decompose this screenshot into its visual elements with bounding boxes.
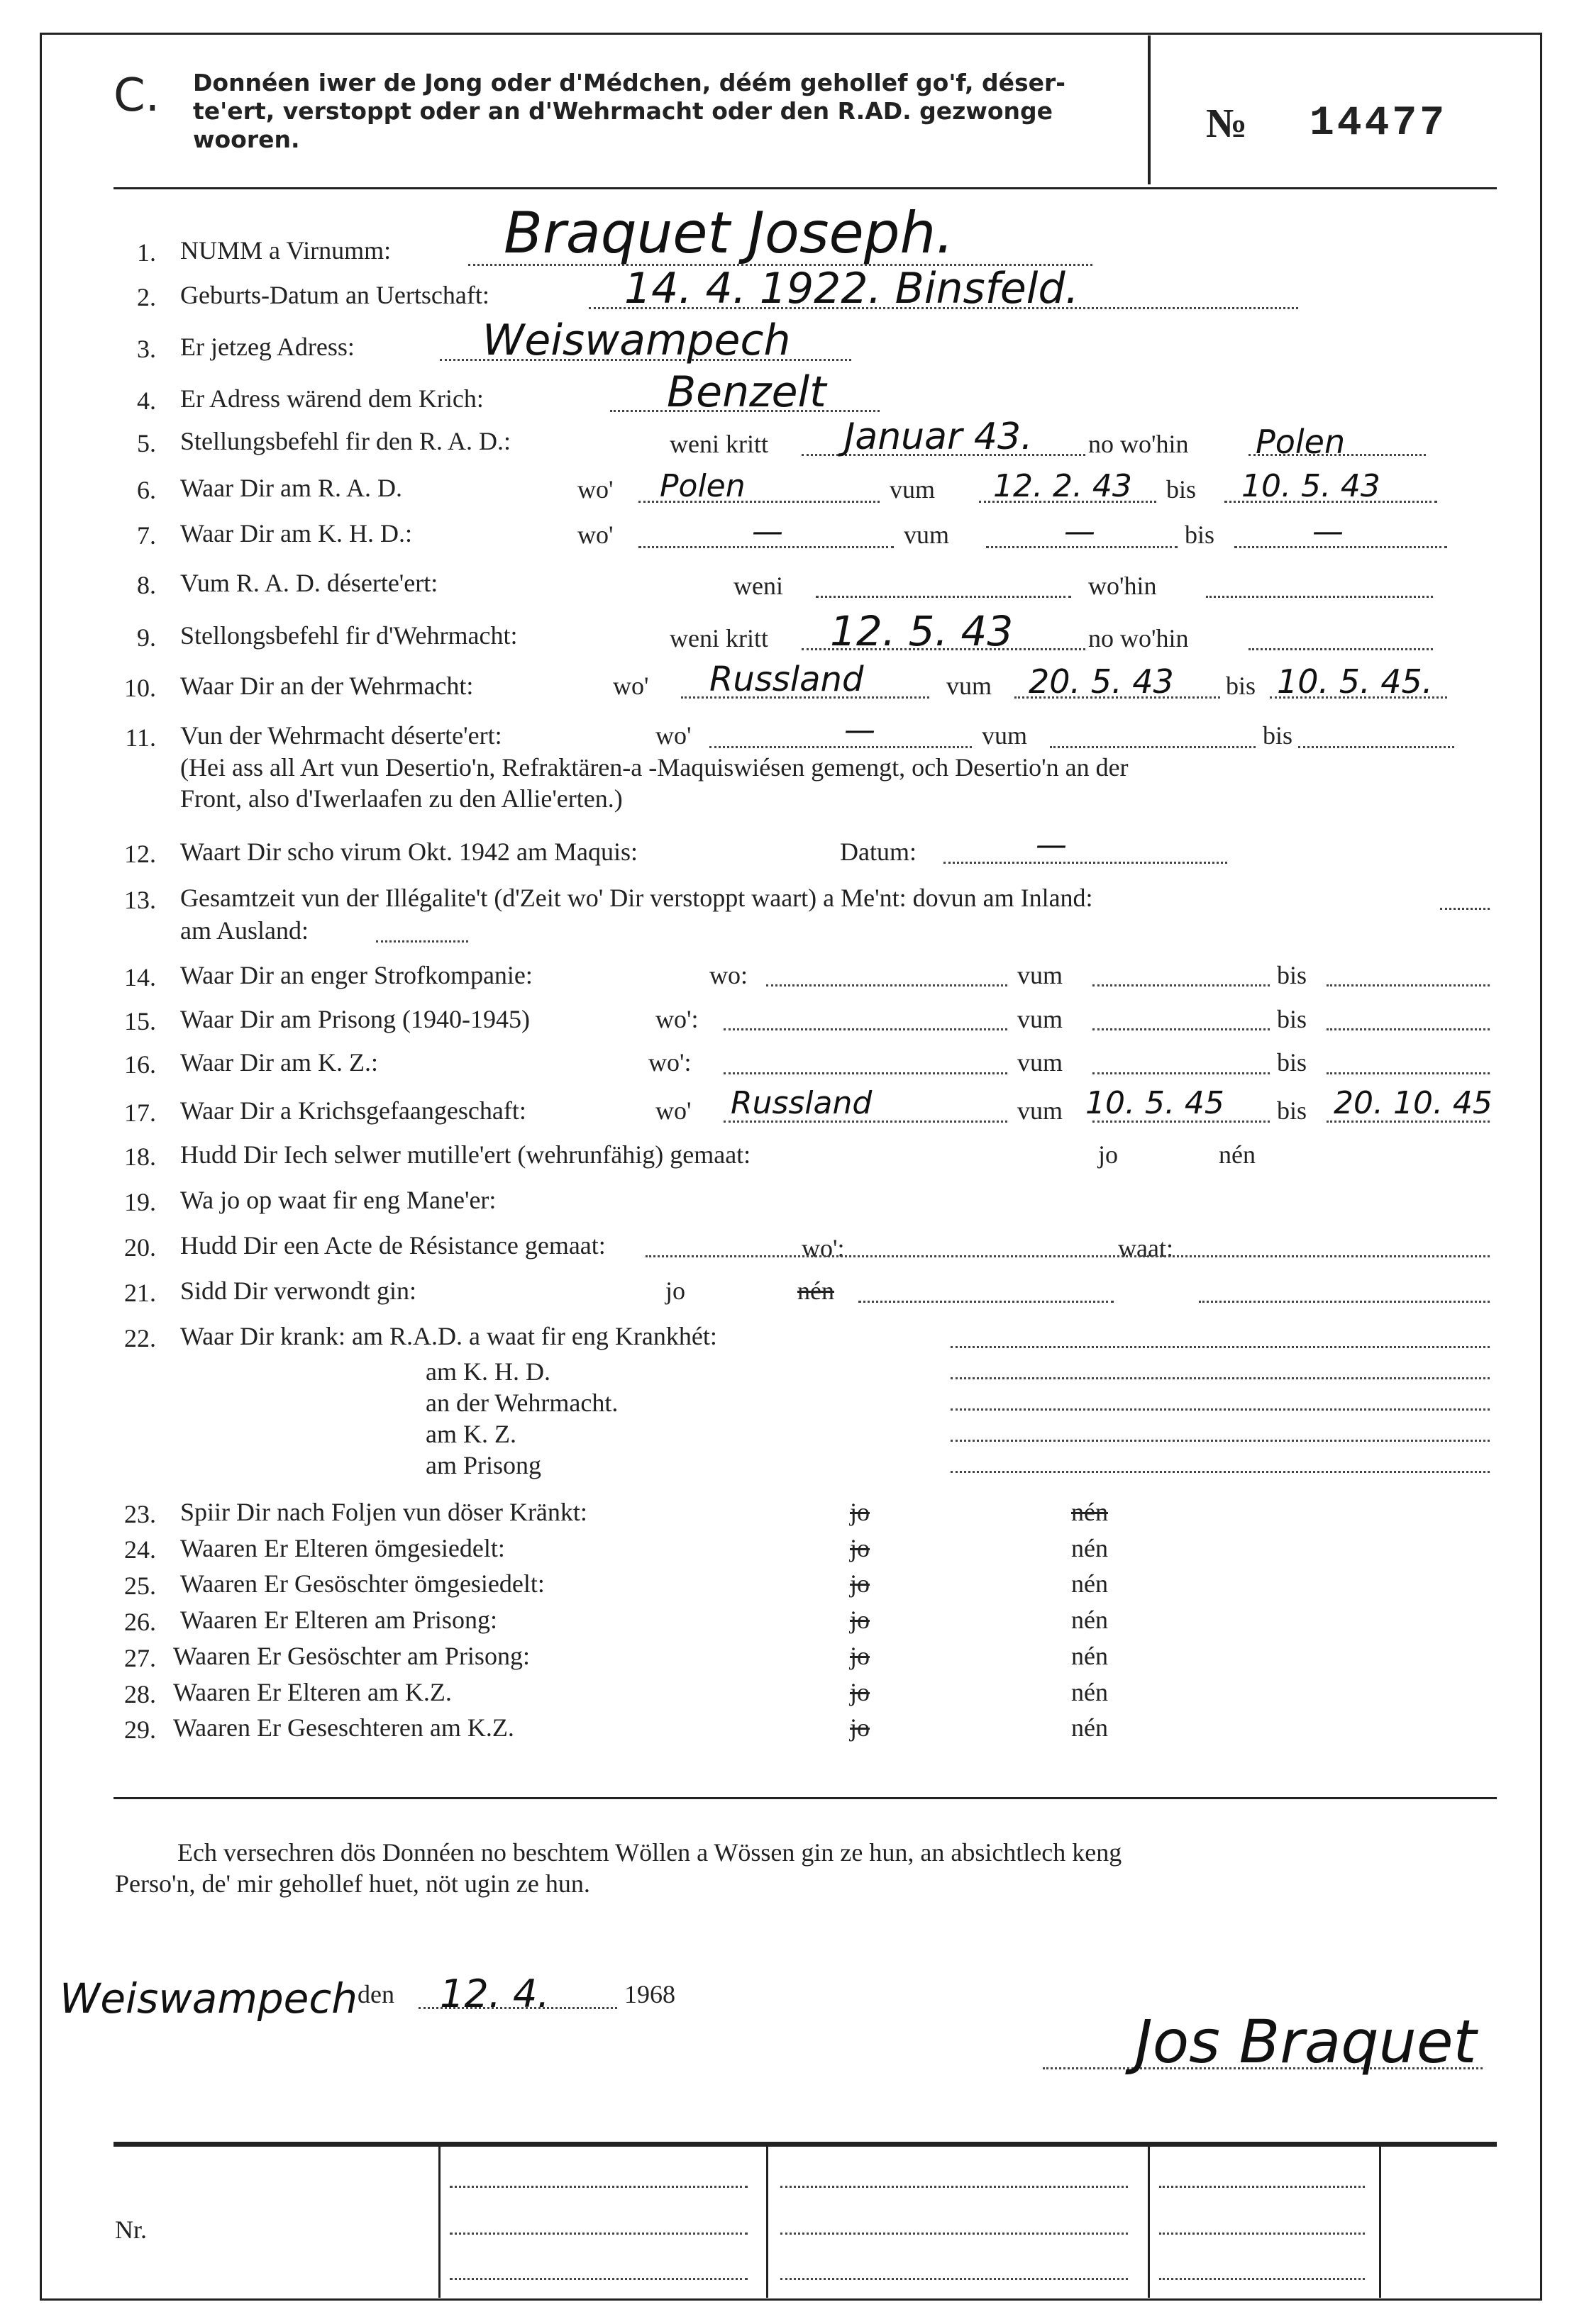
jo-option: jo [850, 1713, 870, 1742]
fill-line [951, 1408, 1490, 1411]
nen-option: nén [1071, 1569, 1108, 1598]
wo-label: wo' [577, 475, 614, 504]
jo-option: jo [665, 1277, 686, 1305]
handwritten-wm-to: 10. 5. 45. [1277, 662, 1433, 701]
row-label: Waar Dir a Krichsgefaangeschaft: [180, 1096, 526, 1125]
row-number: 28. [124, 1680, 156, 1708]
row-label: Waar Dir am K. H. D.: [180, 519, 413, 547]
row-label: Stellungsbefehl fir den R. A. D.: [180, 427, 511, 455]
handwritten-wm-order-when: 12. 5. 43 [830, 607, 1014, 655]
wo-label: wo' [655, 721, 692, 750]
row-number: 22. [124, 1324, 156, 1352]
row-number: 13. [124, 886, 156, 914]
fill-line [1206, 596, 1433, 598]
vum-label: vum [890, 475, 936, 504]
datum-label: Datum: [840, 838, 917, 866]
handwritten-khd-dash: — [752, 513, 783, 550]
nen-option: nén [1071, 1498, 1108, 1526]
bis-label: bis [1277, 1005, 1307, 1033]
handwritten-desertion-mark: — [844, 712, 875, 748]
row-11-note-1: (Hei ass all Art vun Desertio'n, Refraktären-a -Maquiswiésen gemengt, och Desertio'n an der [180, 753, 1129, 782]
bis-label: bis [1263, 721, 1293, 750]
jo-option: jo [1098, 1140, 1119, 1169]
fill-line [724, 1072, 1007, 1074]
row-label: Er jetzeg Adress: [180, 333, 355, 361]
fill-line [646, 1255, 1490, 1257]
row-number: 20. [124, 1233, 156, 1262]
header-line-1: Donnéen iwer de Jong oder d'Médchen, déém gehollef go'f, déser- [193, 69, 1065, 96]
row-number: 11. [125, 723, 156, 752]
row-number: 15. [124, 1007, 156, 1035]
handwritten-date: 12. 4. [440, 1972, 550, 2016]
wohin-label: wo'hin [1088, 572, 1157, 600]
vum-label: vum [1017, 961, 1063, 989]
declaration-line-2: Perso'n, de' mir gehollef huet, nöt ugin ze hun. [115, 1869, 590, 1898]
row-label: Waar Dir an der Wehrmacht: [180, 672, 474, 700]
footer-fill-line [1159, 2278, 1365, 2280]
number-symbol: № [1206, 100, 1248, 146]
footer-fill-line [1159, 2233, 1365, 2235]
footer-fill-line [780, 2186, 1128, 2188]
nen-option: nén [1071, 1642, 1108, 1670]
fill-line [1092, 984, 1270, 986]
weni-label: weni [733, 572, 783, 600]
fill-line [1248, 648, 1433, 650]
row-label: Waaren Er Gesöschter am Prisong: [173, 1642, 530, 1670]
weni-label: weni kritt [670, 624, 768, 652]
handwritten-wm-where: Russland [709, 660, 864, 699]
footer-fill-line [780, 2233, 1128, 2235]
vum-label: vum [1017, 1005, 1063, 1033]
handwritten-rad-order-when: Januar 43. [844, 416, 1033, 458]
row-label: Sidd Dir verwondt gin: [180, 1277, 416, 1305]
handwritten-place: Weiswampech [60, 1974, 358, 2023]
row-label: Hudd Dir Iech selwer mutille'ert (wehrunfähig) gemaat: [180, 1140, 751, 1169]
fill-line [766, 984, 1007, 986]
nen-option: nén [797, 1277, 834, 1305]
fill-line [951, 1377, 1490, 1379]
row-label: Er Adress wärend dem Krich: [180, 384, 484, 413]
jo-option: jo [850, 1534, 870, 1562]
row-22-sub-2: an der Wehrmacht. [426, 1389, 619, 1417]
handwritten-pow-from: 10. 5. 45 [1085, 1085, 1224, 1121]
weni-label: weni kritt [670, 430, 768, 458]
footer-divider [1379, 2146, 1381, 2298]
wo-label: wo' [655, 1096, 692, 1125]
nen-option: nén [1071, 1678, 1108, 1706]
wo-label: wo': [655, 1005, 699, 1033]
fill-line [943, 862, 1227, 864]
footer-fill-line [780, 2278, 1128, 2280]
row-label: Spiir Dir nach Foljen vun döser Kränkt: [180, 1498, 587, 1526]
bis-label: bis [1277, 961, 1307, 989]
fill-line [376, 940, 468, 943]
row-number: 1. [137, 238, 156, 267]
row-number: 23. [124, 1500, 156, 1528]
jo-option: jo [850, 1569, 870, 1598]
den-label: den [358, 1980, 394, 2008]
row-number: 27. [124, 1644, 156, 1672]
row-label: Vun der Wehrmacht déserte'ert: [180, 721, 502, 750]
fill-line [1440, 908, 1490, 910]
row-number: 9. [137, 623, 156, 652]
row-label: Waar Dir an enger Strofkompanie: [180, 961, 533, 989]
bis-label: bis [1185, 521, 1215, 549]
fill-line [709, 746, 972, 748]
row-label: Waar Dir am R. A. D. [180, 474, 403, 502]
signature: Jos Braquet [1135, 2007, 1477, 2076]
fill-line [951, 1471, 1490, 1473]
handwritten-rad-order-where: Polen [1256, 423, 1346, 461]
nen-option: nén [1219, 1140, 1256, 1169]
jo-option: jo [850, 1642, 870, 1670]
vum-label: vum [946, 672, 992, 700]
footer-fill-line [1159, 2186, 1365, 2188]
jo-option: jo [850, 1678, 870, 1706]
nen-option: nén [1071, 1606, 1108, 1634]
row-number: 7. [137, 521, 156, 550]
row-label: Stellongsbefehl fir d'Wehrmacht: [180, 621, 518, 650]
fill-line [1327, 984, 1490, 986]
row-number: 25. [124, 1572, 156, 1600]
row-number: 17. [124, 1099, 156, 1127]
row-number: 21. [124, 1279, 156, 1307]
header-line-3: wooren. [193, 126, 300, 153]
row-number: 4. [137, 387, 156, 415]
row-number: 5. [137, 429, 156, 457]
row-number: 10. [124, 674, 156, 702]
row-label: Waaren Er Geseschteren am K.Z. [173, 1713, 514, 1742]
row-number: 14. [124, 963, 156, 991]
row-label: Waaren Er Elteren am Prisong: [180, 1606, 497, 1634]
fill-line [816, 596, 1071, 598]
declaration-line-1: Ech versechren dös Donnéen no beschtem Wöllen a Wössen gin ze hun, an absichtlech keng [177, 1838, 1122, 1867]
wo-label: wo' [613, 672, 649, 700]
fill-line [724, 1028, 1007, 1030]
handwritten-rad-from: 12. 2. 43 [993, 468, 1132, 504]
year-label: 1968 [624, 1980, 675, 2008]
footer-rule [114, 2142, 1497, 2147]
row-label: Waaren Er Elteren ömgesiedelt: [180, 1534, 505, 1562]
row-label: Waart Dir scho virum Okt. 1942 am Maquis: [180, 838, 638, 866]
jo-option: jo [850, 1498, 870, 1526]
row-number: 16. [124, 1050, 156, 1079]
fill-line [858, 1301, 1114, 1303]
footer-fill-line [450, 2233, 748, 2235]
vum-label: vum [904, 521, 950, 549]
wohin-label: no wo'hin [1088, 430, 1189, 458]
fill-line [951, 1440, 1490, 1442]
wo-label: wo': [648, 1048, 692, 1077]
footer-nr-label: Nr. [115, 2215, 147, 2244]
row-13-line-2: am Ausland: [180, 916, 309, 945]
handwritten-maquis-mark: — [1036, 827, 1067, 863]
row-number: 2. [137, 283, 156, 311]
wo-label: wo': [802, 1234, 845, 1262]
footer-divider [1148, 2146, 1150, 2298]
handwritten-name: Braquet Joseph. [504, 200, 954, 266]
wo-label: wo' [577, 521, 614, 549]
handwritten-birth: 14. 4. 1922. Binsfeld. [624, 264, 1079, 313]
row-label: Waar Dir krank: am R.A.D. a waat fir eng Krankhét: [180, 1322, 717, 1350]
fill-line [1050, 746, 1256, 748]
fill-line [1092, 1028, 1270, 1030]
vum-label: vum [1017, 1048, 1063, 1077]
row-label: Hudd Dir een Acte de Résistance gemaat: [180, 1231, 606, 1260]
row-22-sub-1: am K. H. D. [426, 1357, 550, 1386]
row-label: Waar Dir am Prisong (1940-1945) [180, 1005, 530, 1033]
fill-line [1092, 1072, 1270, 1074]
header-line-2: te'ert, verstoppt oder an d'Wehrmacht oder den R.AD. gezwonge [193, 97, 1053, 125]
jo-option: jo [850, 1606, 870, 1634]
bis-label: bis [1166, 475, 1197, 504]
bis-label: bis [1226, 672, 1256, 700]
bis-label: bis [1277, 1048, 1307, 1077]
handwritten-rad-where: Polen [660, 468, 746, 504]
row-label: Waaren Er Elteren am K.Z. [173, 1678, 452, 1706]
fill-line [1327, 1028, 1490, 1030]
handwritten-khd-dash: — [1064, 513, 1095, 550]
nen-option: nén [1071, 1534, 1108, 1562]
nen-option: nén [1071, 1713, 1108, 1742]
footer-fill-line [450, 2186, 748, 2188]
row-number: 3. [137, 335, 156, 363]
fill-line [951, 1346, 1490, 1348]
handwritten-address: Weiswampech [482, 316, 791, 365]
handwritten-wm-from: 20. 5. 43 [1029, 662, 1174, 701]
row-number: 12. [124, 840, 156, 868]
row-label: Wa jo op waat fir eng Mane'er: [180, 1186, 497, 1214]
handwritten-pow-where: Russland [731, 1085, 873, 1121]
footer-divider [438, 2146, 441, 2298]
fill-line [1298, 746, 1454, 748]
row-number: 29. [124, 1716, 156, 1744]
waat-label: waat: [1118, 1234, 1173, 1262]
footer-fill-line [450, 2278, 748, 2280]
vum-label: vum [982, 721, 1028, 750]
header-divider [1148, 35, 1151, 184]
row-22-sub-3: am K. Z. [426, 1420, 516, 1448]
section-letter: C. [114, 70, 160, 122]
row-number: 24. [124, 1535, 156, 1564]
handwritten-khd-dash: — [1312, 513, 1344, 550]
row-number: 6. [137, 476, 156, 504]
row-label: Waaren Er Gesöschter ömgesiedelt: [180, 1569, 545, 1598]
row-number: 26. [124, 1608, 156, 1636]
row-number: 18. [124, 1142, 156, 1171]
wo-label: wo: [709, 961, 748, 989]
row-number: 19. [124, 1188, 156, 1216]
row-label: NUMM a Virnumm: [180, 236, 392, 265]
wohin-label: no wo'hin [1088, 624, 1189, 652]
handwritten-pow-to: 20. 10. 45 [1334, 1085, 1493, 1121]
header-rule [114, 187, 1497, 189]
fill-line [1327, 1072, 1490, 1074]
footer-divider [766, 2146, 768, 2298]
row-number: 8. [137, 571, 156, 599]
section-rule [114, 1797, 1497, 1799]
row-label: Vum R. A. D. déserte'ert: [180, 569, 438, 597]
row-label: Waar Dir am K. Z.: [180, 1048, 378, 1077]
row-22-sub-4: am Prisong [426, 1451, 542, 1479]
form-number: 14477 [1310, 101, 1448, 147]
handwritten-war-address: Benzelt [667, 367, 826, 417]
vum-label: vum [1017, 1096, 1063, 1125]
row-11-note-2: Front, also d'Iwerlaafen zu den Allie'erten.) [180, 784, 623, 813]
fill-line [1199, 1301, 1490, 1303]
row-label: Geburts-Datum an Uertschaft: [180, 281, 489, 309]
bis-label: bis [1277, 1096, 1307, 1125]
handwritten-rad-to: 10. 5. 43 [1241, 468, 1380, 504]
row-label: Gesamtzeit vun der Illégalite't (d'Zeit wo' Dir verstoppt waart) a Me'nt: dovun am Inland: [180, 884, 1093, 912]
